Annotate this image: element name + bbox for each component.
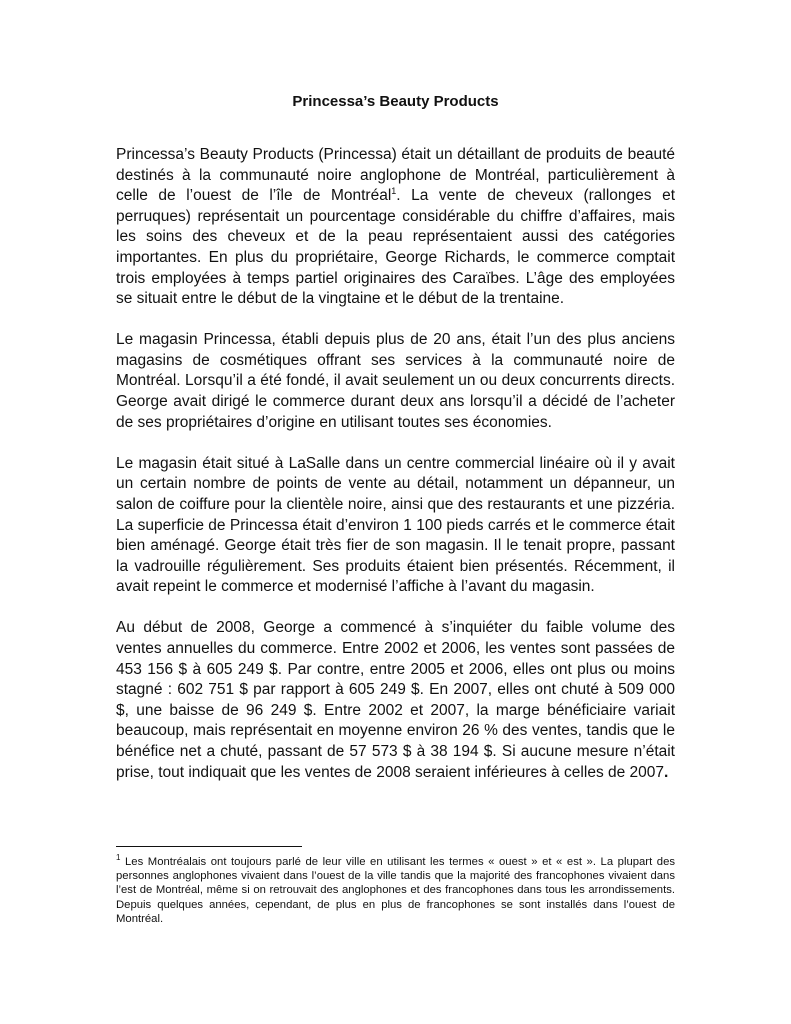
footnote-number: 1 — [116, 853, 121, 863]
paragraph-history: Le magasin Princessa, établi depuis plus de 20 ans, était l’un des plus anciens magasins de cosmétiques offrant ses services à la communauté noire de Montréal. Lorsqu’il a été fondé, il avait seulement un ou deux concurrents directs. George avait dirigé le commerce durant deux ans lorsqu’il a décidé de l’acheter de ses propriétaires d’origine en utilisant toutes ses économies. — [116, 331, 675, 431]
footnote — [116, 855, 675, 926]
footnote-text: Les Montréalais ont toujours parlé de leur ville en utilisant les termes « ouest » et « est ». La plupart des personnes anglophones vivaient dans l’ouest de la ville tandis que la majorité des francophones vivaient dans l’est de Montréal, même si on retrouvait des anglophones et des francophones dans tous les arrondissements. Depuis quelques années, cependant, de plus en plus de francophones se sont installés dans l’ouest de Montréal. — [116, 856, 675, 925]
paragraph-intro — [116, 145, 675, 310]
paragraph-sales-end-mark: . — [664, 763, 669, 781]
paragraph-location: Le magasin était situé à LaSalle dans un centre commercial linéaire où il y avait un certain nombre de points de vente au détail, notamment un dépanneur, un salon de coiffure pour la clientèle noire, ainsi que des restaurants et une pizzéria. La superficie de Princessa était d’environ 1 100 pieds carrés et le commerce était bien aménagé. George était très fier de son magasin. Il le tenait propre, passant la vadrouille régulièrement. Ses produits étaient bien présentés. Récemment, il avait repeint le commerce et modernisé l’affiche à l’avant du magasin. — [116, 454, 675, 596]
document-title: Princessa’s Beauty Products — [292, 93, 499, 110]
paragraph-intro-text: Princessa’s Beauty Products (Princessa) était un détaillant de produits de beauté destinés à la communauté noire anglophone de Montréal, particulièrement à celle de l’ouest de l’île de Montréal — [116, 146, 675, 205]
footnote-separator — [116, 846, 302, 847]
paragraph-intro-text-continued: . La vente de cheveux (rallonges et perruques) représentait un pourcentage considérable du chiffre d’affaires, mais les soins des cheveux et de la peau représentaient aussi des catégories importantes. En plus du propriétaire, George Richards, le commerce comptait trois employées à temps partiel originaires des Caraïbes. L’âge des employées se situait entre le début de la vingtaine et le début de la trentaine. — [116, 187, 675, 308]
paragraph-sales-text: Au début de 2008, George a commencé à s’inquiéter du faible volume des ventes annuelles du commerce. Entre 2002 et 2006, les ventes sont passées de 453 156 $ à 605 249 $. Par contre, entre 2005 et 2006, elles ont plus ou moins stagné : 602 751 $ par rapport à 605 249 $. En 2007, elles ont chuté à 509 000 $, une baisse de 96 249 $. Entre 2002 et 2007, la marge bénéficiaire variait beaucoup, mais représentait en moyenne environ 26 % des ventes, tandis que le bénéfice net a chuté, passant de 57 573 $ à 38 194 $. Si aucune mesure n’était prise, tout indiquait que les ventes de 2008 seraient inférieures à celles de 2007 — [116, 619, 675, 781]
paragraph-sales — [116, 618, 675, 783]
document-body — [116, 145, 675, 783]
footnote-reference: 1 — [391, 186, 397, 197]
